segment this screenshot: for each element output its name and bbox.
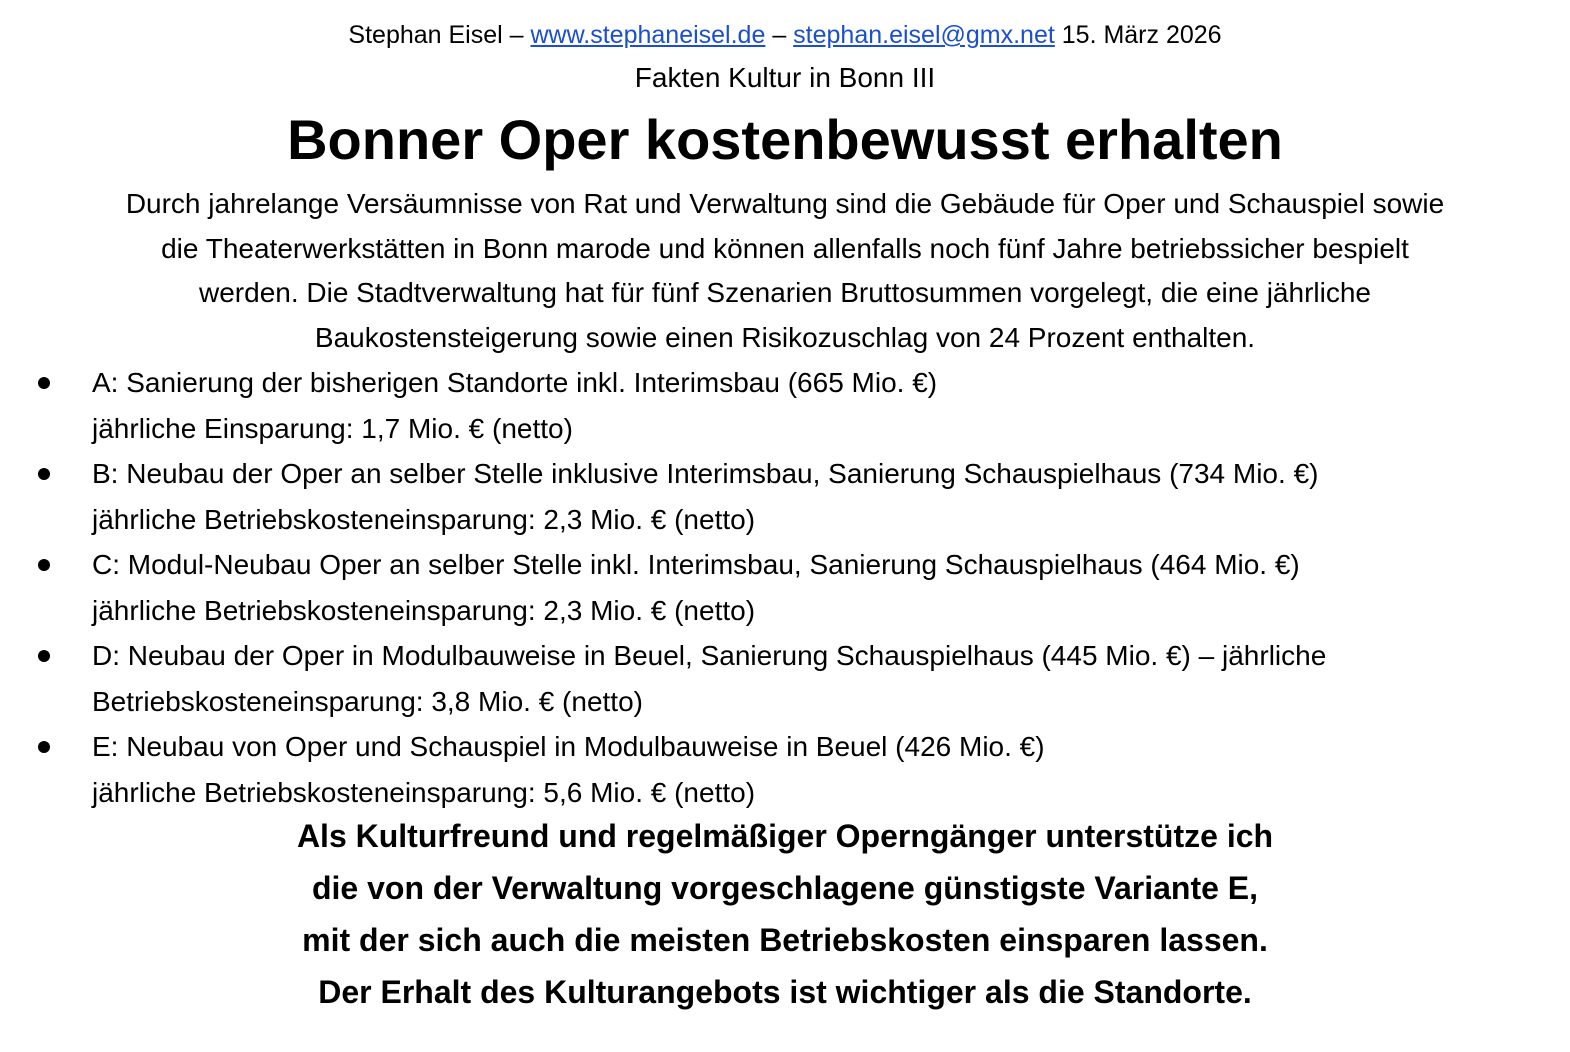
- closing-line: die von der Verwaltung vorgeschlagene günstigste Variante E,: [311, 870, 1259, 906]
- scenario-description: D: Neubau der Oper in Modulbauweise in Beuel, Sanierung Schauspielhaus (445 Mio. €) – jährliche: [92, 640, 1327, 671]
- header-separator: –: [502, 21, 531, 49]
- closing-line: mit der sich auch die meisten Betriebskosten einsparen lassen.: [302, 922, 1268, 958]
- scenario-description: E: Neubau von Oper und Schauspiel in Modulbauweise in Beuel (426 Mio. €): [92, 731, 1045, 762]
- email-link[interactable]: stephan.eisel@gmx.net: [793, 21, 1055, 49]
- author-name: Stephan Eisel: [348, 21, 503, 49]
- scenario-savings: Betriebskosteneinsparung: 3,8 Mio. € (netto): [92, 685, 643, 717]
- scenario-item-b: [0, 451, 1570, 542]
- intro-line: Baukostensteigerung sowie einen Risikozuschlag von 24 Prozent enthalten.: [314, 321, 1256, 353]
- scenario-savings: jährliche Betriebskosteneinsparung: 2,3 Mio. € (netto): [92, 503, 756, 535]
- page-title: Bonner Oper kostenbewusst erhalten: [287, 108, 1283, 171]
- bullet-icon: [38, 377, 50, 389]
- scenario-item-e: [0, 724, 1570, 815]
- header-line: [0, 18, 1570, 52]
- intro-paragraph: [0, 182, 1570, 360]
- intro-line: werden. Die Stadtverwaltung hat für fünf Szenarien Bruttosummen vorgelegt, die eine jährliche: [199, 277, 1371, 308]
- scenario-item-d: [0, 633, 1570, 724]
- bullet-icon: [38, 559, 50, 571]
- scenario-savings: jährliche Einsparung: 1,7 Mio. € (netto): [92, 412, 573, 444]
- bullet-icon: [38, 741, 50, 753]
- header-separator: –: [765, 21, 794, 49]
- intro-line: Durch jahrelange Versäumnisse von Rat und Verwaltung sind die Gebäude für Oper und Schauspiel sowie: [125, 188, 1445, 219]
- closing-line: Als Kulturfreund und regelmäßiger Operngänger unterstütze ich: [296, 818, 1274, 854]
- scenario-item-a: [0, 360, 1570, 451]
- scenario-savings: jährliche Betriebskosteneinsparung: 2,3 Mio. € (netto): [92, 594, 756, 626]
- series-title: Fakten Kultur in Bonn III: [634, 62, 936, 93]
- intro-line: die Theaterwerkstätten in Bonn marode und können allenfalls noch fünf Jahre betriebssicher bespielt: [161, 232, 1409, 264]
- scenario-item-c: [0, 542, 1570, 633]
- scenario-savings: jährliche Betriebskosteneinsparung: 5,6 Mio. € (netto): [92, 776, 756, 808]
- bullet-icon: [38, 468, 50, 480]
- scenario-description: C: Modul-Neubau Oper an selber Stelle inkl. Interimsbau, Sanierung Schauspielhaus (464 Mio. €): [92, 549, 1300, 580]
- website-link[interactable]: www.stephaneisel.de: [530, 21, 766, 49]
- scenario-list: [0, 360, 1570, 815]
- date: 15. März 2026: [1054, 21, 1222, 49]
- closing-line: Der Erhalt des Kulturangebots ist wichtiger als die Standorte.: [318, 974, 1252, 1010]
- scenario-description: A: Sanierung der bisherigen Standorte inkl. Interimsbau (665 Mio. €): [92, 367, 938, 398]
- scenario-description: B: Neubau der Oper an selber Stelle inklusive Interimsbau, Sanierung Schauspielhaus (734 Mio. €): [92, 458, 1319, 489]
- bullet-icon: [38, 650, 50, 662]
- closing-statement: [0, 810, 1570, 1018]
